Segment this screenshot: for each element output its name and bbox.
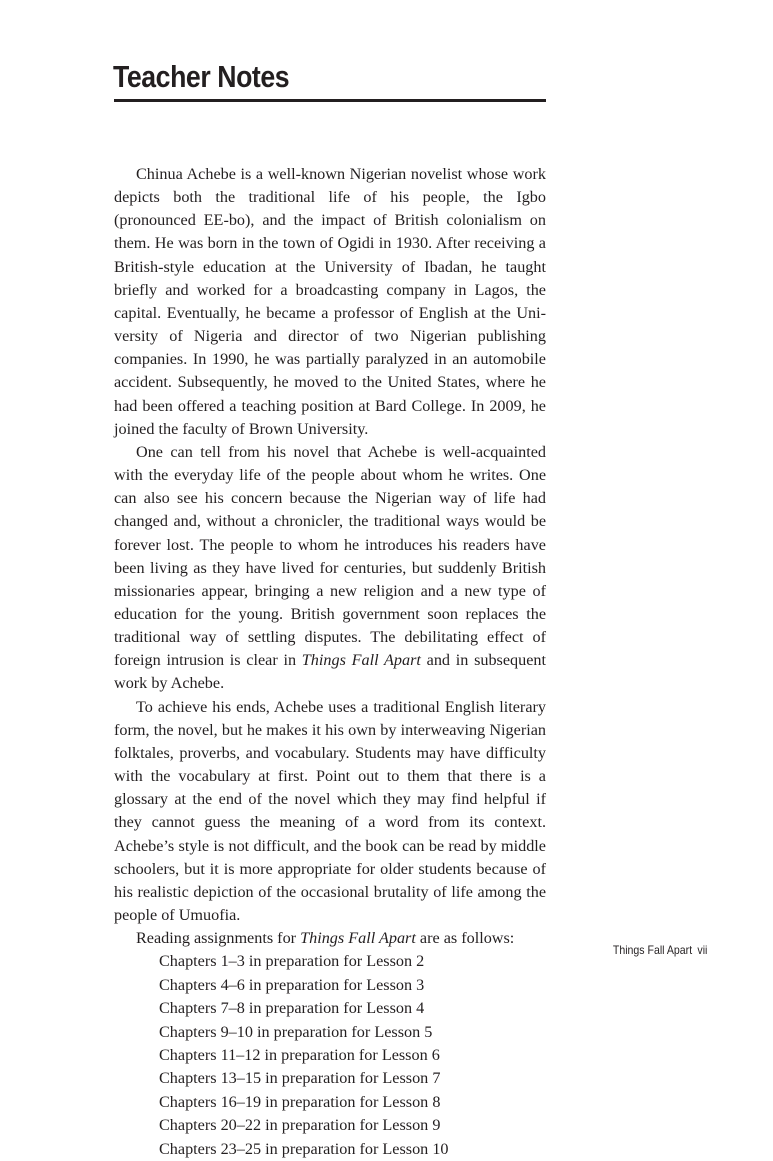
paragraph-themes xyxy=(114,441,546,696)
list-item: Chapters 13–15 in preparation for Lesson 7 xyxy=(159,1069,441,1088)
title-rule xyxy=(114,99,546,102)
paragraph-biography: Chinua Achebe is a well-known Nigerian novelist whose work depicts both the traditional life of his people, the Igbo (pronounced EE-bo), and the impact of British colonialism on them. He was born in the town of Ogidi in 1930. After receiving a British-style education at the University of Ibadan, he taught briefly and worked for a broadcasting company in Lagos, the capital. Eventually, he became a professor of English at the University of Nigeria and director of two Nigerian publishing companies. In 1990, he was partially paralyzed in an automobile accident. Subsequently, he moved to the United States, where he had been offered a teaching position at Bard College. In 2009, he joined the faculty of Brown University. xyxy=(114,165,546,438)
list-item: Chapters 1–3 in preparation for Lesson 2 xyxy=(159,952,425,971)
list-item: Chapters 23–25 in preparation for Lesson 10 xyxy=(159,1139,449,1158)
reading-intro-text: Reading assignments for xyxy=(136,929,301,948)
page-number: vii xyxy=(697,943,707,957)
body-text xyxy=(114,163,546,1161)
list-item: Chapters 20–22 in preparation for Lesson 9 xyxy=(159,1116,441,1135)
page-footer xyxy=(612,943,707,957)
reading-assignments-list xyxy=(114,950,546,1161)
footer-book-title: Things Fall Apart xyxy=(612,943,692,957)
list-item: Chapters 11–12 in preparation for Lesson 6 xyxy=(159,1045,440,1064)
list-item: Chapters 9–10 in preparation for Lesson 5 xyxy=(159,1022,433,1041)
paragraph-themes-text-end: and in subsequent work by Achebe. xyxy=(114,651,546,693)
paragraph-style: To achieve his ends, Achebe uses a traditional English literary form, the novel, but he makes it his own by interweaving Nigerian folktales, proverbs, and vocabulary. Students may have difficulty with the vocabulary at first. Point out to them that there is a glossary at the end of the novel which they may find helpful if they cannot guess the meaning of a word from its context. Achebe’s style is not difficult, and the book can be read by middle schoolers, but it is more appropriate for older students because of his realistic depiction of the occasional brutality of life among the people of Umuofia. xyxy=(114,697,546,924)
paragraph-reading-intro xyxy=(114,927,546,950)
paragraph-themes-text: One can tell from his novel that Achebe is well-acquainted with the everyday life of the people about whom he writes. One can also see his concern because the Nigerian way of life had changed and, without a chronicler, the traditional ways would be forever lost. The people to whom he introduces his readers have been living as they have lived for centuries, but suddenly British missionaries appear, bringing a new religion and a new type of education for the young. British government soon replaces the traditional way of settling disputes. The debilitating effect of foreign intrusion is clear in xyxy=(114,442,546,670)
book-title-italic: Things Fall Apart xyxy=(300,929,416,948)
reading-intro-text-end: are as follows: xyxy=(415,929,515,948)
list-item: Chapters 7–8 in preparation for Lesson 4 xyxy=(159,999,425,1018)
list-item: Chapters 16–19 in preparation for Lesson 8 xyxy=(159,1092,441,1111)
page-title: Teacher Notes xyxy=(113,59,290,94)
list-item: Chapters 4–6 in preparation for Lesson 3 xyxy=(159,975,425,994)
book-title-italic: Things Fall Apart xyxy=(301,651,421,670)
